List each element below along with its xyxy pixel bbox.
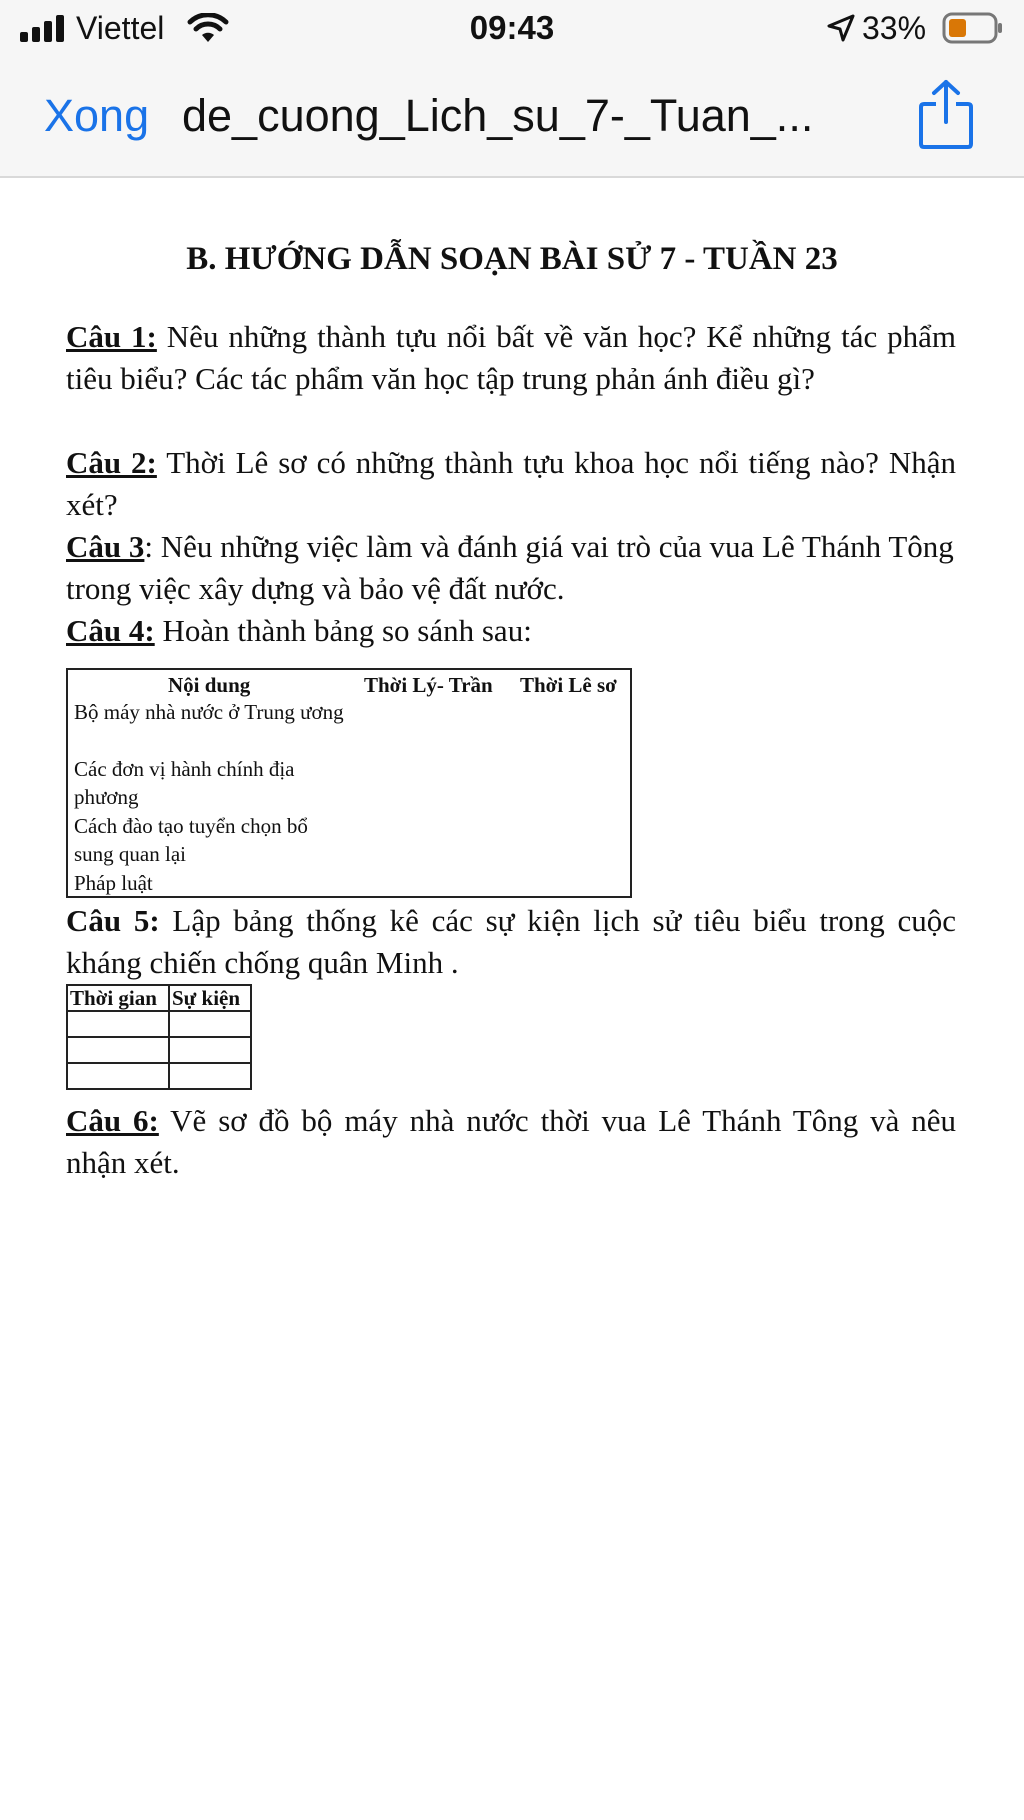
question-4-text: Hoàn thành bảng so sánh sau: — [154, 613, 532, 648]
question-4-label: Câu 4: — [66, 613, 155, 648]
table-row: Pháp luật — [74, 871, 153, 895]
question-3-label: Câu 3 — [66, 529, 145, 564]
page-title: B. HƯỚNG DẪN SOẠN BÀI SỬ 7 - TUẦN 23 — [186, 241, 838, 277]
table-header-time: Thời gian — [67, 985, 169, 1011]
table-header-content: Nội dung — [168, 673, 251, 697]
done-button[interactable]: Xong — [44, 90, 150, 141]
table-cell — [169, 1063, 251, 1089]
carrier-name: Viettel — [76, 10, 165, 46]
question-1-text: Nêu những thành tựu nổi bất về văn học? Kể những tác phẩm tiêu biểu? Các tác phẩm văn học tập trung phản ánh điều gì? — [66, 319, 956, 396]
table-cell — [67, 1063, 169, 1089]
battery-percent: 33% — [862, 10, 927, 46]
question-3-text: : Nêu những việc làm và đánh giá vai trò của vua Lê Thánh Tông trong việc xây dựng và bảo vệ đất nước. — [66, 529, 954, 606]
clock: 09:43 — [469, 9, 555, 46]
question-5 — [66, 900, 956, 984]
status-bar — [0, 0, 1024, 58]
question-5-text: Lập bảng thống kê các sự kiện lịch sử tiêu biểu trong cuộc kháng chiến chống quân Minh . — [66, 903, 956, 980]
question-6-label: Câu 6: — [66, 1103, 159, 1138]
table-cell — [169, 1011, 251, 1037]
table-row — [67, 1011, 251, 1037]
question-4 — [66, 610, 956, 652]
question-6 — [66, 1100, 956, 1184]
question-3 — [66, 526, 956, 610]
table-header-ly-tran: Thời Lý- Trần — [364, 673, 493, 697]
table-row — [67, 1063, 251, 1089]
table-cell — [169, 1037, 251, 1063]
battery-icon — [942, 12, 1004, 44]
question-2-label: Câu 2: — [66, 445, 157, 480]
question-6-text: Vẽ sơ đồ bộ máy nhà nước thời vua Lê Thánh Tông và nêu nhận xét. — [66, 1103, 957, 1180]
document-title: de_cuong_Lich_su_7-_Tuan_... — [182, 90, 814, 141]
question-1 — [66, 316, 956, 400]
table-cell — [67, 1011, 169, 1037]
table-header-le-so: Thời Lê sơ — [520, 673, 617, 697]
table-row: Các đơn vị hành chính địa phương — [74, 757, 295, 809]
location-arrow-icon — [826, 13, 856, 43]
question-2 — [66, 442, 956, 526]
question-2-text: Thời Lê sơ có những thành tựu khoa học nổi tiếng nào? Nhận xét? — [66, 445, 956, 522]
table-row: Cách đào tạo tuyển chọn bổ sung quan lại — [74, 814, 308, 866]
comparison-table — [66, 668, 632, 898]
question-1-label: Câu 1: — [66, 319, 157, 354]
table-cell — [67, 1037, 169, 1063]
table-header-event: Sự kiện — [169, 985, 251, 1011]
nav-bar — [0, 58, 1024, 178]
question-5-label: Câu 5: — [66, 903, 160, 938]
table-row: Bộ máy nhà nước ở Trung ương — [74, 700, 344, 724]
document-page[interactable] — [0, 178, 1024, 1820]
events-table — [66, 984, 252, 1090]
share-icon[interactable] — [918, 78, 974, 150]
table-row — [67, 1037, 251, 1063]
